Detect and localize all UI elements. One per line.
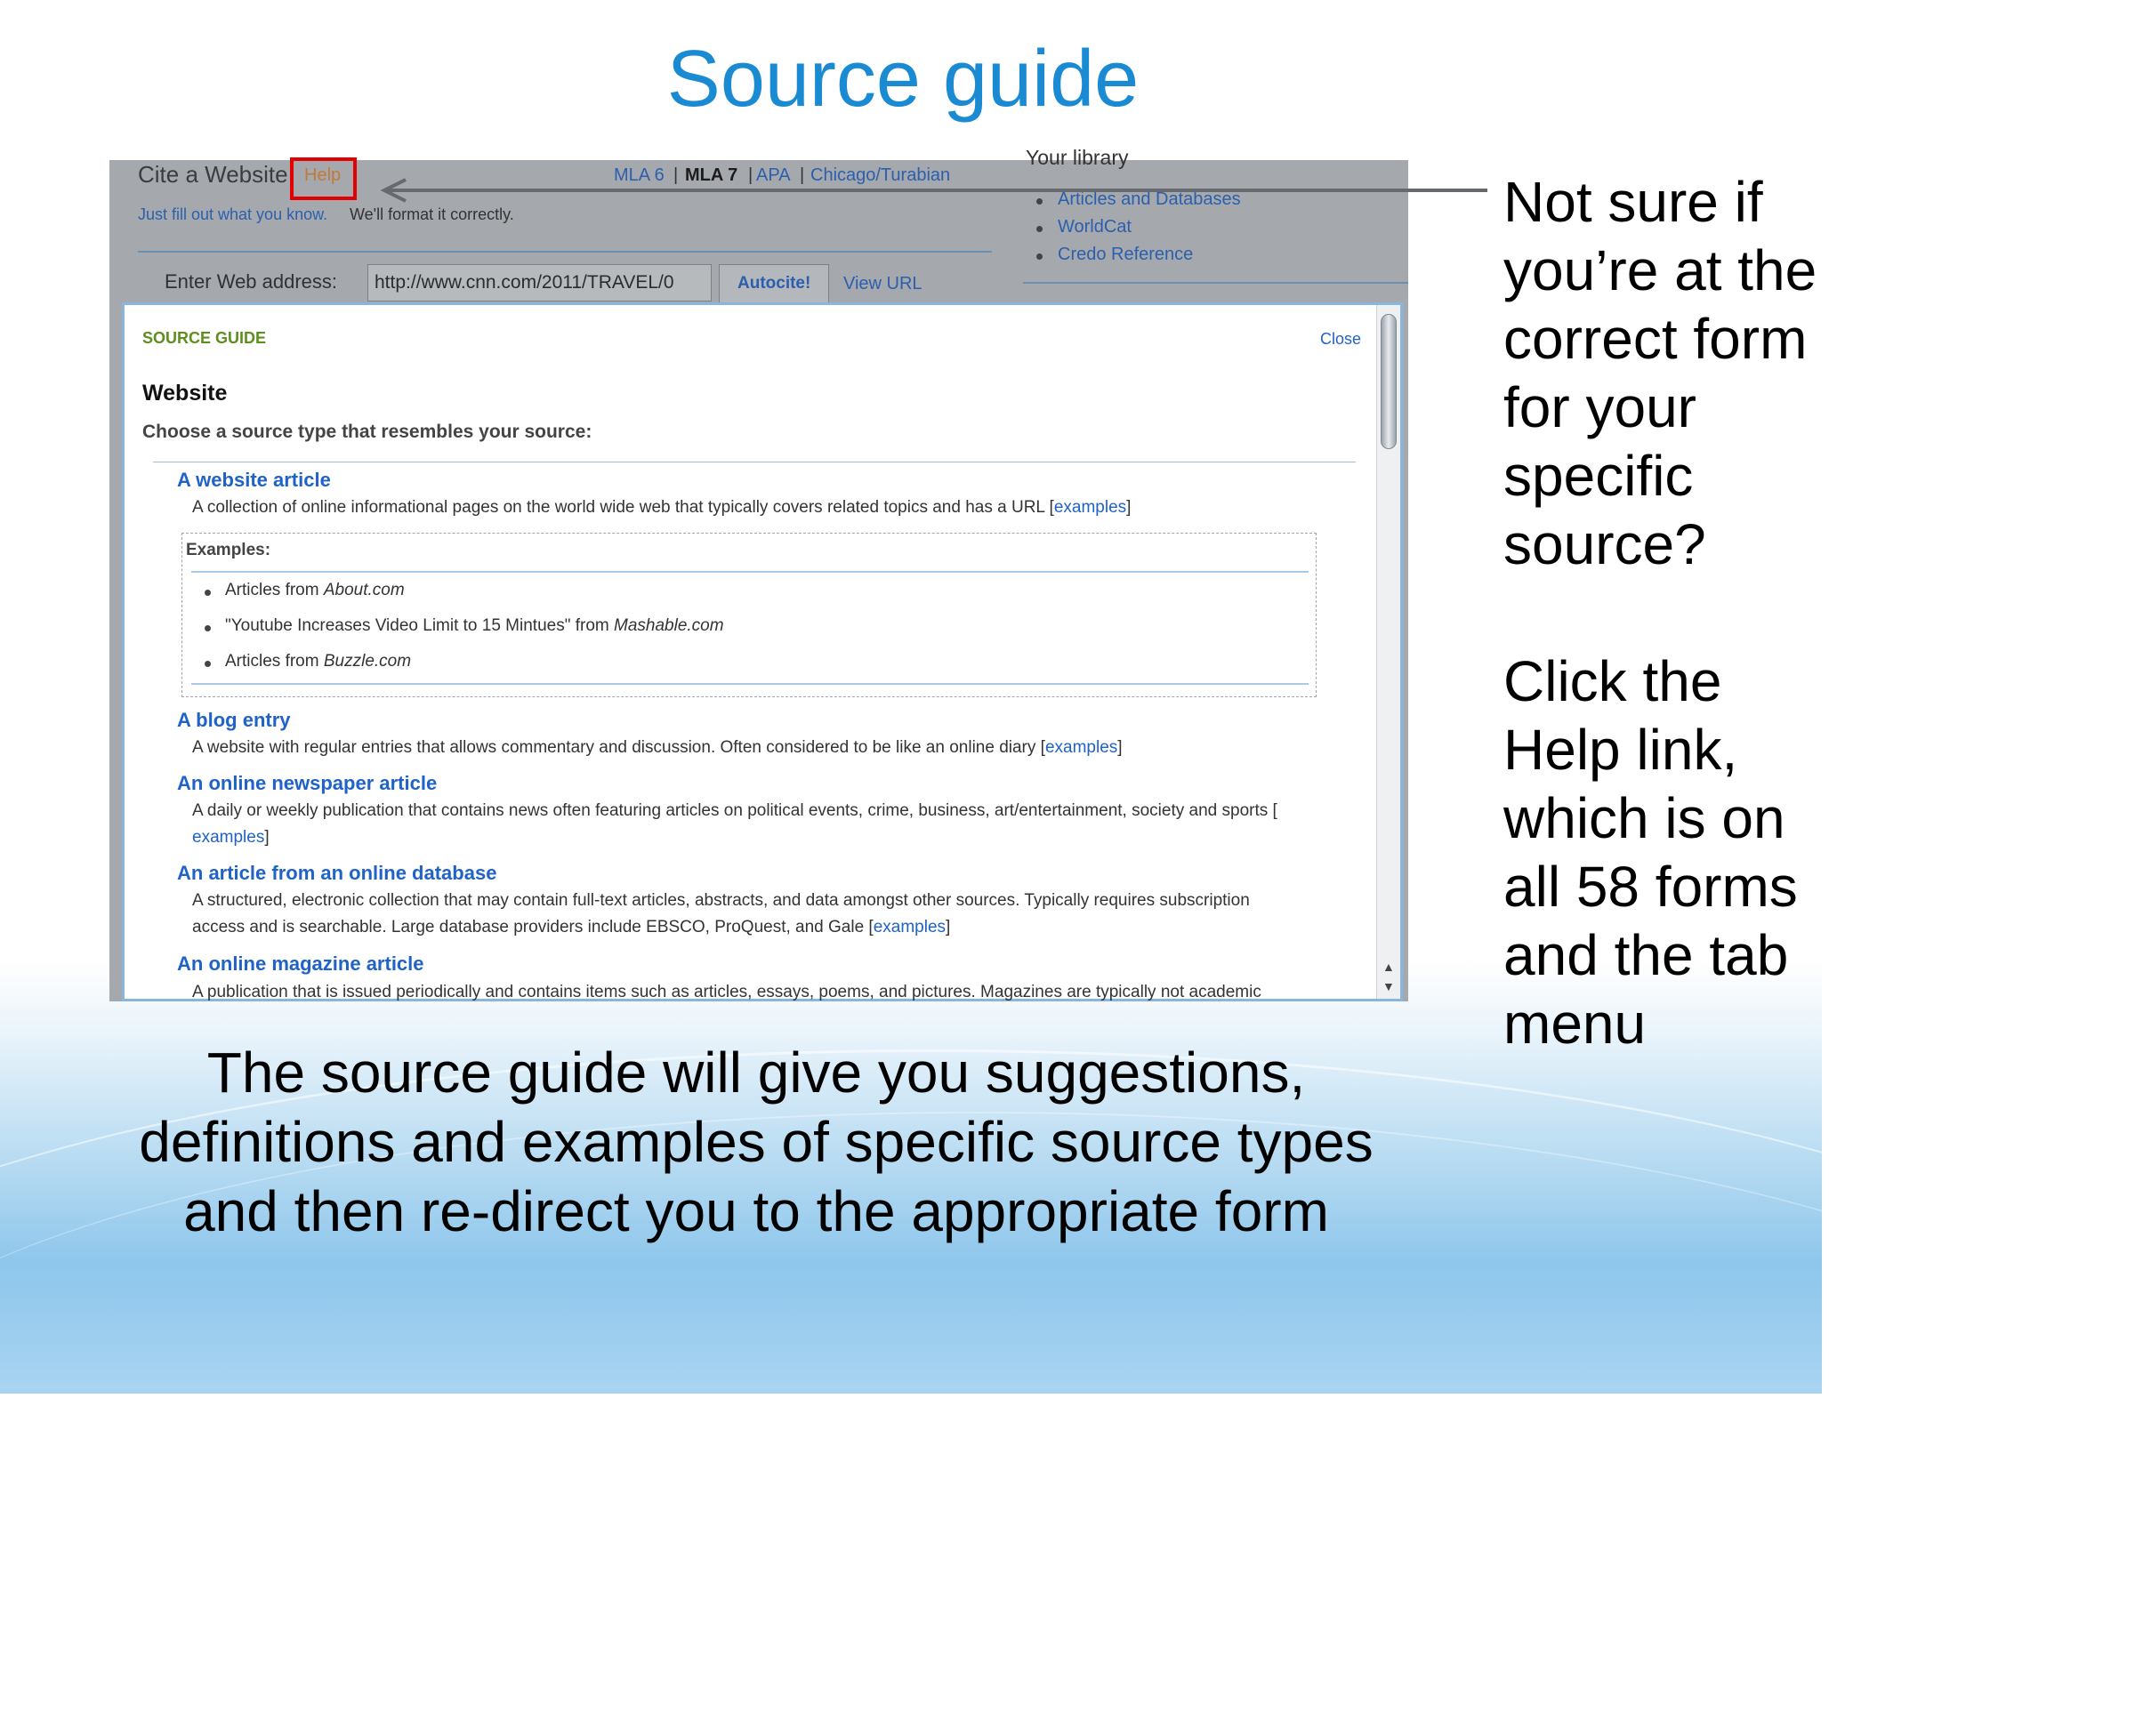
note-line: all 58 forms — [1503, 855, 1798, 919]
source-type-description: A publication that is issued periodically and contains items such as articles, essays, poems, and pictures. Magazines are typically not academic — [192, 983, 1261, 1001]
help-highlight-box — [290, 157, 357, 200]
note-line: correct form — [1503, 307, 1808, 371]
note-line: source? — [1503, 512, 1706, 576]
divider — [191, 571, 1309, 573]
scrollbar[interactable] — [1376, 305, 1400, 999]
scroll-up-icon[interactable]: ▲ — [1382, 960, 1395, 974]
style-mla7-link[interactable]: MLA 7 — [685, 165, 738, 185]
note-line: and the tab — [1503, 923, 1789, 987]
examples-box — [181, 533, 1317, 697]
source-type-description: A structured, electronic collection that may contain full-text articles, abstracts, and data amongst other sources. Typically requires subscription — [192, 891, 1250, 910]
bullet-icon — [205, 625, 211, 631]
note-line: Click the — [1503, 649, 1722, 713]
fill-out-link[interactable]: Just fill out what you know. — [138, 205, 328, 223]
example-item: Articles from About.com — [225, 581, 405, 599]
fill-out-text: We'll format it correctly. — [350, 205, 514, 223]
style-separator: | — [800, 165, 805, 185]
note-line: Not sure if — [1503, 170, 1763, 234]
note-line: specific — [1503, 444, 1694, 508]
bullet-icon — [1036, 253, 1043, 260]
source-type-link[interactable]: A website article — [177, 469, 331, 491]
address-value: http://www.cnn.com/2011/TRAVEL/0 — [375, 272, 674, 293]
example-item: "Youtube Increases Video Limit to 15 Mintues" from Mashable.com — [225, 616, 724, 635]
bullet-icon — [205, 590, 211, 596]
modal-header: SOURCE GUIDE — [142, 329, 267, 347]
library-item[interactable]: WorldCat — [1058, 217, 1132, 237]
style-separator: | — [748, 165, 753, 185]
source-type-description: A website with regular entries that allows commentary and discussion. Often considered to be like an online diary [examples] — [192, 738, 1123, 757]
embedded-screenshot — [109, 146, 1408, 1001]
source-type-description: A collection of online informational pages on the world wide web that typically covers related topics and has a URL [examples] — [192, 498, 1132, 517]
source-type-description: examples] — [192, 828, 270, 847]
scroll-down-icon[interactable]: ▼ — [1382, 979, 1395, 993]
modal-title: Website — [142, 381, 228, 406]
examples-link[interactable]: examples — [192, 828, 265, 847]
library-item[interactable]: Credo Reference — [1058, 245, 1194, 264]
source-type-link[interactable]: An article from an online database — [177, 862, 497, 884]
bullet-icon — [205, 661, 211, 667]
library-title: Your library — [1026, 146, 1129, 169]
source-type-link[interactable]: An online newspaper article — [177, 772, 438, 794]
example-item: Articles from Buzzle.com — [225, 652, 412, 671]
source-guide-modal — [122, 302, 1403, 1001]
examples-link[interactable]: examples — [873, 918, 947, 936]
note-line: menu — [1503, 992, 1647, 1056]
note-line: you’re at the — [1503, 238, 1817, 302]
examples-title: Examples: — [186, 541, 271, 559]
divider — [1023, 282, 1408, 284]
address-label: Enter Web address: — [165, 270, 338, 293]
divider — [138, 251, 992, 253]
cite-website-heading: Cite a Website — [138, 161, 288, 188]
autocite-button[interactable] — [719, 264, 829, 303]
note-line: Help link, — [1503, 718, 1738, 782]
source-type-link[interactable]: A blog entry — [177, 709, 291, 731]
source-type-description: A daily or weekly publication that contains news often featuring articles on political events, crime, business, art/entertainment, society and sports [ — [192, 801, 1277, 820]
note-line: for your — [1503, 375, 1696, 439]
examples-link[interactable]: examples — [1044, 738, 1118, 757]
note-line: which is on — [1503, 786, 1785, 850]
address-input[interactable] — [367, 264, 712, 301]
style-chicago-link[interactable]: Chicago/Turabian — [810, 165, 951, 185]
examples-link[interactable]: examples — [1053, 498, 1127, 517]
divider — [191, 683, 1309, 685]
modal-subtitle: Choose a source type that resembles your source: — [142, 422, 592, 442]
close-link[interactable]: Close — [1320, 330, 1362, 348]
source-type-description: access and is searchable. Large database providers include EBSCO, ProQuest, and Gale [examples] — [192, 918, 951, 936]
source-type-link[interactable]: An online magazine article — [177, 952, 424, 975]
caption-line: definitions and examples of specific source types — [139, 1110, 1374, 1174]
view-url-link[interactable]: View URL — [843, 274, 922, 293]
style-apa-link[interactable]: APA — [756, 165, 791, 185]
autocite-label: Autocite! — [737, 274, 811, 293]
style-separator: | — [673, 165, 679, 185]
slide-title: Source guide — [666, 35, 1140, 124]
bullet-icon — [1036, 198, 1043, 205]
bullet-icon — [1036, 226, 1043, 232]
library-item[interactable]: Articles and Databases — [1058, 189, 1241, 209]
help-link[interactable]: Help — [304, 165, 342, 185]
caption-line: The source guide will give you suggestions, — [206, 1041, 1306, 1105]
scrollbar-thumb[interactable] — [1381, 314, 1397, 449]
style-mla6-link[interactable]: MLA 6 — [614, 165, 665, 185]
caption-line: and then re-direct you to the appropriate form — [183, 1179, 1329, 1243]
